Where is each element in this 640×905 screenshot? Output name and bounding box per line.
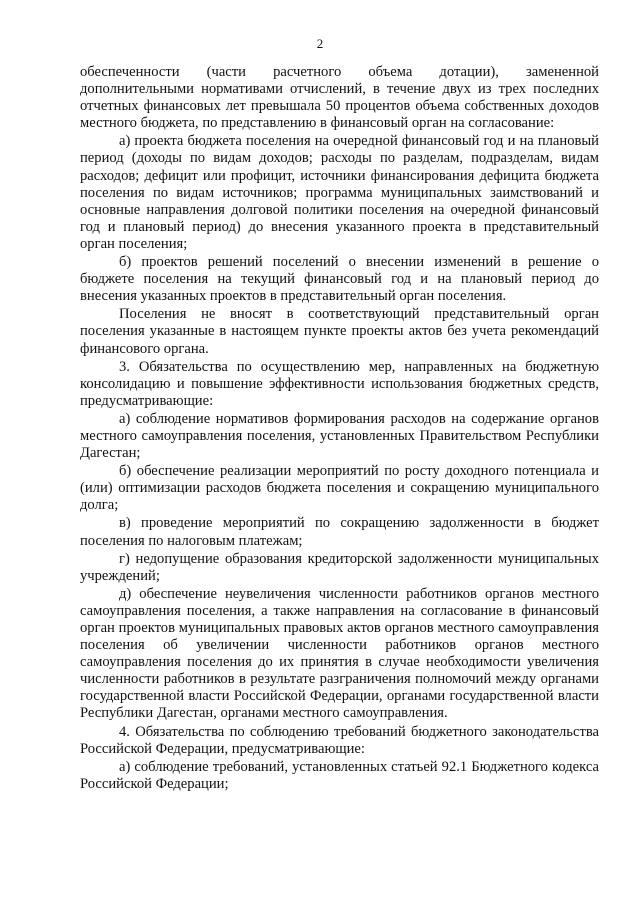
paragraph-section-4: 4. Обязательства по соблюдению требований бюджетного законодательства Российской Федерации, предусматривающие: [80,723,599,757]
paragraph-item-3v: в) проведение мероприятий по сокращению задолженности в бюджет поселения по налоговым платежам; [80,515,599,549]
paragraph-item-4a: а) соблюдение требований, установленных статьей 92.1 Бюджетного кодекса Российской Федерации; [80,758,599,792]
page-number: 2 [316,36,324,51]
paragraph-item-3d: д) обеспечение неувеличения численности работников органов местного самоуправления поселения, а также направления на согласование в финансовый орган проектов муниципальных правовых актов органов местного самоуправления поселения об увеличении численности работников органов местного самоуправления поселения до их принятия в случае необходимости увеличения численности работников в результате разграничения полномочий между органами государственной власти Российской Федерации, органами государственной власти Республики Дагестан, органами местного самоуправления. [80,585,599,722]
paragraph-recommendations-note: Поселения не вносят в соответствующий представительный орган поселения указанные в настоящем пункте проекты актов без учета рекомендаций финансового органа. [80,306,599,357]
paragraph-item-3a: а) соблюдение нормативов формирования расходов на содержание органов местного самоуправления поселения, установленных Правительством Республики Дагестан; [80,410,599,462]
paragraph-item-b-amendments: б) проектов решений поселений о внесении изменений в решение о бюджете поселения на текущий финансовый год и на плановый период до внесения указанных проектов в представительный орган поселения. [80,254,599,305]
paragraph-continuation: обеспеченности (части расчетного объема дотации), замененной дополнительными нормативами отчислений, в течение двух из трех последних отчетных финансовых лет превышала 50 процентов объема собственных доходов местного бюджета, по представлению в финансовый орган на согласование: [80,64,599,132]
paragraph-item-3g: г) недопущение образования кредиторской задолженности муниципальных учреждений; [80,550,599,584]
paragraph-section-3: 3. Обязательства по осуществлению мер, направленных на бюджетную консолидацию и повышение эффективности использования бюджетных средств, предусматривающие: [80,358,599,409]
document-body [80,64,599,793]
paragraph-item-a-budget-draft: а) проекта бюджета поселения на очередной финансовый год и на плановый период (доходы по видам доходов; расходы по разделам, подразделам, видам расходов; дефицит или профицит, источники финансирования дефицита бюджета поселения по видам источников; программа муниципальных заимствований и основные направления долговой политики поселения на очередной финансовый год и плановый период) до внесения указанного проекта в представительный орган поселения; [80,133,599,252]
paragraph-item-3b: б) обеспечение реализации мероприятий по росту доходного потенциала и (или) оптимизации расходов бюджета поселения и сокращению муниципального долга; [80,463,599,514]
